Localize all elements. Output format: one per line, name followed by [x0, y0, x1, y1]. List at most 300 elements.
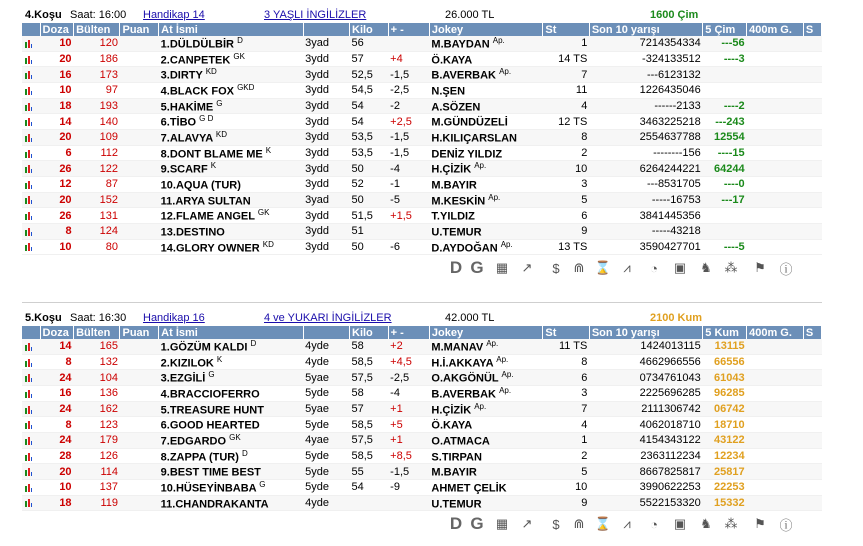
hourglass-icon[interactable]: ⌛: [594, 260, 612, 276]
start-value: 3: [543, 176, 589, 192]
table-row[interactable]: [22, 129, 822, 145]
col-puan[interactable]: Puan: [120, 23, 159, 36]
jokey-cell[interactable]: [429, 208, 542, 224]
jokey-name[interactable]: O.AKGÖNÜL: [431, 372, 499, 385]
flag-icon[interactable]: ⚑: [754, 260, 766, 276]
row-chart-cell[interactable]: [22, 82, 40, 98]
col-jokey[interactable]: Jokey: [429, 23, 542, 36]
bulten-value: 112: [74, 145, 120, 161]
col-chart[interactable]: [22, 23, 40, 36]
col-son10[interactable]: Son 10 yarışı: [589, 23, 702, 36]
puan-value: [120, 354, 159, 370]
row-chart-cell[interactable]: [22, 401, 40, 417]
horse-name-cell[interactable]: [159, 448, 303, 464]
jokey-name[interactable]: U.TEMUR: [431, 226, 482, 239]
start-value: 10: [543, 161, 589, 177]
toolbar-g-button[interactable]: G: [470, 514, 484, 534]
table-row[interactable]: [22, 114, 822, 130]
jokey-cell[interactable]: [429, 401, 542, 417]
table-row[interactable]: [22, 36, 822, 51]
jokey-cell[interactable]: [429, 192, 542, 208]
last10-value: 3590427701: [589, 239, 702, 255]
col-kilo[interactable]: Kilo: [350, 23, 389, 36]
jokey-name[interactable]: M.KESKİN: [431, 195, 486, 208]
bulten-value: 87: [74, 176, 120, 192]
row-chart-cell[interactable]: [22, 98, 40, 114]
jokey-name[interactable]: N.ŞEN: [431, 85, 466, 98]
bulten-value: 140: [74, 114, 120, 130]
mini-chart-icon[interactable]: [24, 195, 33, 204]
horse-name[interactable]: 8.ZAPPA (TUR): [160, 451, 239, 464]
col-s[interactable]: S: [803, 23, 821, 36]
plus-minus-value: +2,5: [388, 114, 429, 130]
horse-name[interactable]: 9.BEST TIME BEST: [160, 466, 261, 479]
table-row[interactable]: [22, 479, 822, 495]
400m-value: [747, 448, 804, 464]
col-age[interactable]: [303, 326, 349, 339]
row-chart-cell[interactable]: [22, 161, 40, 177]
row-chart-cell[interactable]: [22, 67, 40, 83]
kilo-value: [350, 495, 389, 511]
horse-name-cell[interactable]: [159, 495, 303, 511]
horse-name-cell[interactable]: [159, 114, 303, 130]
jokey-name[interactable]: M.BAYIR: [431, 179, 477, 192]
flag-icon[interactable]: ⚑: [754, 516, 766, 532]
start-value: 3: [543, 385, 589, 401]
col-best[interactable]: 5 Kum: [703, 326, 747, 339]
400m-value: [747, 401, 804, 417]
last10-value: 2554637788: [589, 129, 702, 145]
mini-chart-icon[interactable]: [24, 86, 33, 95]
puan-value: [120, 114, 159, 130]
col-at-ismi[interactable]: At İsmi: [159, 23, 303, 36]
s-value: [803, 192, 821, 208]
table-header-row: [22, 326, 822, 339]
mini-chart-icon[interactable]: [24, 227, 33, 236]
start-value: 4: [543, 417, 589, 433]
jokey-cell[interactable]: [429, 354, 542, 370]
line-chart-icon[interactable]: ⩘: [623, 260, 631, 276]
col-st[interactable]: St: [543, 326, 589, 339]
col-age[interactable]: [303, 23, 349, 36]
mini-chart-icon[interactable]: [24, 436, 33, 445]
jokey-name[interactable]: B.AVERBAK: [431, 69, 496, 82]
prize-amount: 26.000 TL: [445, 9, 495, 21]
mini-chart-icon[interactable]: [24, 483, 33, 492]
400m-value: [747, 354, 804, 370]
mini-chart-icon[interactable]: [24, 498, 33, 507]
plus-minus-value: -1,5: [388, 145, 429, 161]
dozaj-value: 14: [40, 114, 74, 130]
horse-name[interactable]: 3.DIRTY: [160, 69, 203, 82]
jokey-cell[interactable]: [429, 417, 542, 433]
row-chart-cell[interactable]: [22, 129, 40, 145]
horse-name-cell[interactable]: [159, 370, 303, 386]
horse-name-cell[interactable]: [159, 192, 303, 208]
horse-name-cell[interactable]: [159, 479, 303, 495]
horse-name-cell[interactable]: [159, 51, 303, 67]
horse-name-cell[interactable]: [159, 385, 303, 401]
horse-name[interactable]: 9.SCARF: [160, 163, 208, 176]
horse-name[interactable]: 4.BRACCIOFERRO: [160, 388, 260, 401]
col-puan[interactable]: Puan: [120, 326, 159, 339]
jokey-cell[interactable]: [429, 129, 542, 145]
row-chart-cell[interactable]: [22, 370, 40, 386]
col-at-ismi[interactable]: At İsmi: [159, 326, 303, 339]
table-row[interactable]: [22, 145, 822, 161]
col-plus-minus[interactable]: + -: [388, 23, 429, 36]
mini-chart-icon[interactable]: [24, 373, 33, 382]
mini-chart-icon[interactable]: [24, 117, 33, 126]
table-row[interactable]: [22, 176, 822, 192]
last10-value: 3463225218: [589, 114, 702, 130]
table-row[interactable]: [22, 223, 822, 239]
jokey-cell[interactable]: [429, 82, 542, 98]
handicap-link[interactable]: Handikap 16: [143, 312, 205, 324]
horse-name-cell[interactable]: [159, 401, 303, 417]
400m-value: [747, 82, 804, 98]
horse-name[interactable]: 5.TREASURE HUNT: [160, 404, 264, 417]
table-row[interactable]: [22, 98, 822, 114]
horse-head-icon[interactable]: ♞: [700, 516, 712, 532]
horse-name-cell[interactable]: [159, 417, 303, 433]
mini-chart-icon[interactable]: [24, 405, 33, 414]
mini-chart-icon[interactable]: [24, 358, 33, 367]
jokey-cell[interactable]: [429, 176, 542, 192]
row-chart-cell[interactable]: [22, 239, 40, 255]
row-chart-cell[interactable]: [22, 223, 40, 239]
horse-name[interactable]: 2.KIZILOK: [160, 357, 214, 370]
mini-chart-icon[interactable]: [24, 420, 33, 429]
row-chart-cell[interactable]: [22, 176, 40, 192]
horse-name[interactable]: 6.TİBO: [160, 116, 197, 129]
stopwatch-icon[interactable]: ◔: [650, 260, 658, 276]
plus-minus-value: -2: [388, 98, 429, 114]
jokey-cell[interactable]: [429, 67, 542, 83]
puan-value: [120, 370, 159, 386]
hourglass-icon[interactable]: ⌛: [594, 516, 612, 532]
horse-name[interactable]: 10.AQUA (TUR): [160, 179, 241, 192]
col-dozaj[interactable]: Doza: [40, 23, 74, 36]
s-value: [803, 176, 821, 192]
row-chart-cell[interactable]: [22, 385, 40, 401]
col-dozaj[interactable]: Doza: [40, 326, 74, 339]
col-jokey[interactable]: Jokey: [429, 326, 542, 339]
jokey-cell[interactable]: [429, 448, 542, 464]
horse-name[interactable]: 14.GLORY OWNER: [160, 242, 260, 255]
horseshoe-icon[interactable]: ⋒: [573, 260, 585, 276]
col-chart[interactable]: [22, 326, 40, 339]
info-icon[interactable]: ⓘ: [779, 517, 793, 533]
start-value: 1: [543, 36, 589, 51]
horse-name-cell[interactable]: [159, 36, 303, 51]
row-chart-cell[interactable]: [22, 417, 40, 433]
jokey-name[interactable]: AHMET ÇELİK: [431, 482, 507, 495]
horse-name[interactable]: 11.ARYA SULTAN: [160, 195, 251, 208]
horse-name[interactable]: 2.CANPETEK: [160, 54, 231, 67]
mini-chart-icon[interactable]: [24, 102, 33, 111]
jokey-name[interactable]: Ö.KAYA: [431, 419, 473, 432]
400m-value: [747, 67, 804, 83]
group-link[interactable]: 3 YAŞLI İNGİLİZLER: [264, 9, 367, 21]
horse-name-cell[interactable]: [159, 98, 303, 114]
horse-name-cell[interactable]: [159, 239, 303, 255]
table-row[interactable]: [22, 192, 822, 208]
row-chart-cell[interactable]: [22, 464, 40, 480]
plus-minus-value: -2,5: [388, 370, 429, 386]
col-st[interactable]: St: [543, 23, 589, 36]
calculator2-icon[interactable]: ▣: [673, 260, 687, 276]
horse-equipment: KD: [205, 67, 217, 77]
handicap-link[interactable]: Handikap 14: [143, 9, 205, 21]
mini-chart-icon[interactable]: [24, 149, 33, 158]
age-value: 3yad: [303, 36, 349, 51]
plus-minus-value: [388, 36, 429, 51]
jokey-cell[interactable]: [429, 114, 542, 130]
jokey-name[interactable]: M.MANAV: [431, 341, 484, 354]
start-value: 8: [543, 129, 589, 145]
horse-head-icon[interactable]: ♞: [700, 260, 712, 276]
bulten-value: 120: [74, 36, 120, 51]
col-best[interactable]: 5 Çim: [703, 23, 747, 36]
horse-name-cell[interactable]: [159, 67, 303, 83]
jokey-cell[interactable]: [429, 479, 542, 495]
start-value: 11: [543, 82, 589, 98]
horse-table: [22, 326, 822, 511]
info-icon[interactable]: ⓘ: [779, 261, 793, 277]
col-400m[interactable]: 400m G.: [747, 326, 804, 339]
jokey-cell[interactable]: [429, 223, 542, 239]
table-row[interactable]: [22, 417, 822, 433]
bulten-value: 165: [74, 339, 120, 354]
col-plus-minus[interactable]: + -: [388, 326, 429, 339]
plus-minus-value: +5: [388, 417, 429, 433]
mini-chart-icon[interactable]: [24, 180, 33, 189]
jokey-cell[interactable]: [429, 51, 542, 67]
best-value: 22253: [703, 479, 747, 495]
horse-name[interactable]: 6.GOOD HEARTED: [160, 419, 260, 432]
400m-value: [747, 51, 804, 67]
jokey-name[interactable]: H.ÇİZİK: [431, 404, 472, 417]
puan-value: [120, 67, 159, 83]
row-chart-cell[interactable]: [22, 432, 40, 448]
calculator2-icon[interactable]: ▣: [673, 516, 687, 532]
jokey-cell[interactable]: [429, 161, 542, 177]
crowd-icon[interactable]: ⁂: [724, 516, 738, 532]
line-chart-icon[interactable]: ⩘: [623, 516, 631, 532]
col-400m[interactable]: 400m G.: [747, 23, 804, 36]
mini-chart-icon[interactable]: [24, 389, 33, 398]
mini-chart-icon[interactable]: [24, 133, 33, 142]
jokey-name[interactable]: M.BAYIR: [431, 466, 477, 479]
row-chart-cell[interactable]: [22, 51, 40, 67]
mini-chart-icon[interactable]: [24, 70, 33, 79]
jokey-cell[interactable]: [429, 385, 542, 401]
bulten-value: 123: [74, 417, 120, 433]
horse-equipment: D: [241, 448, 248, 458]
dozaj-value: 26: [40, 161, 74, 177]
puan-value: [120, 432, 159, 448]
table-row[interactable]: [22, 67, 822, 83]
jokey-name[interactable]: O.ATMACA: [431, 435, 490, 448]
bulten-value: 124: [74, 223, 120, 239]
jokey-name[interactable]: DENİZ YILDIZ: [431, 148, 503, 161]
table-row[interactable]: [22, 339, 822, 354]
jokey-name[interactable]: Ö.KAYA: [431, 54, 473, 67]
jokey-name[interactable]: M.GÜNDÜZELİ: [431, 116, 508, 129]
horse-name[interactable]: 1.GÖZÜM KALDI: [160, 341, 248, 354]
row-chart-cell[interactable]: [22, 145, 40, 161]
table-row[interactable]: [22, 448, 822, 464]
last10-value: 1226435046: [589, 82, 702, 98]
horse-name-cell[interactable]: [159, 464, 303, 480]
plus-minus-value: +1: [388, 432, 429, 448]
toolbar-d-button[interactable]: D: [449, 258, 463, 278]
mini-chart-icon[interactable]: [24, 342, 33, 351]
table-row[interactable]: [22, 161, 822, 177]
jokey-cell[interactable]: [429, 36, 542, 51]
horse-name-cell[interactable]: [159, 82, 303, 98]
best-value: ---56: [703, 36, 747, 51]
stopwatch-icon[interactable]: ◔: [650, 516, 658, 532]
horse-name[interactable]: 4.BLACK FOX: [160, 85, 234, 98]
col-son10[interactable]: Son 10 yarışı: [589, 326, 702, 339]
jokey-name[interactable]: A.SÖZEN: [431, 101, 481, 114]
mini-chart-icon[interactable]: [24, 452, 33, 461]
row-chart-cell[interactable]: [22, 479, 40, 495]
jokey-cell[interactable]: [429, 370, 542, 386]
horse-name[interactable]: 8.DONT BLAME ME: [160, 148, 263, 161]
mini-chart-icon[interactable]: [24, 39, 33, 48]
row-chart-cell[interactable]: [22, 354, 40, 370]
mini-chart-icon[interactable]: [24, 467, 33, 476]
horse-name-cell[interactable]: [159, 161, 303, 177]
jokey-name[interactable]: U.TEMUR: [431, 498, 482, 511]
table-row[interactable]: [22, 495, 822, 511]
horse-name[interactable]: 11.CHANDRAKANTA: [160, 498, 269, 511]
horse-name[interactable]: 7.EDGARDO: [160, 435, 227, 448]
row-chart-cell[interactable]: [22, 192, 40, 208]
toolbar-g-button[interactable]: G: [470, 258, 484, 278]
jokey-name[interactable]: T.YILDIZ: [431, 210, 475, 223]
jokey-name[interactable]: H.İ.AKKAYA: [431, 357, 494, 370]
start-value: 6: [543, 370, 589, 386]
col-bulten[interactable]: Bülten: [74, 326, 120, 339]
best-value: 12554: [703, 129, 747, 145]
horse-name-cell[interactable]: [159, 145, 303, 161]
start-value: 11 TS: [543, 339, 589, 354]
dollar-icon[interactable]: $: [552, 516, 560, 532]
horse-name[interactable]: 7.ALAVYA: [160, 132, 213, 145]
horse-name[interactable]: 5.HAKİME: [160, 101, 214, 114]
col-kilo[interactable]: Kilo: [350, 326, 389, 339]
horse-name-cell[interactable]: [159, 129, 303, 145]
horse-name-cell[interactable]: [159, 432, 303, 448]
horse-equipment: GK: [229, 432, 241, 442]
jokey-cell[interactable]: [429, 495, 542, 511]
jokey-name[interactable]: S.TIRPAN: [431, 451, 482, 464]
mini-chart-icon[interactable]: [24, 55, 33, 64]
horse-name[interactable]: 3.EZGİLİ: [160, 372, 206, 385]
plus-minus-value: +2: [388, 339, 429, 354]
jokey-name[interactable]: D.AYDOĞAN: [431, 242, 498, 255]
table-row[interactable]: [22, 208, 822, 224]
jokey-name[interactable]: B.AVERBAK: [431, 388, 496, 401]
horse-name-cell[interactable]: [159, 176, 303, 192]
jokey-cell[interactable]: [429, 145, 542, 161]
table-row[interactable]: [22, 354, 822, 370]
bulten-value: 122: [74, 161, 120, 177]
400m-value: [747, 495, 804, 511]
last10-value: 6264244221: [589, 161, 702, 177]
chart-up-icon[interactable]: ↗: [521, 260, 533, 276]
table-row[interactable]: [22, 464, 822, 480]
group-link[interactable]: 4 ve YUKARI İNGİLİZLER: [264, 312, 392, 324]
jokey-name[interactable]: M.BAYDAN: [431, 38, 490, 51]
table-row[interactable]: [22, 385, 822, 401]
horseshoe-icon[interactable]: ⋒: [573, 516, 585, 532]
chart-up-icon[interactable]: ↗: [521, 516, 533, 532]
mini-chart-icon[interactable]: [24, 164, 33, 173]
col-s[interactable]: S: [803, 326, 821, 339]
row-chart-cell[interactable]: [22, 114, 40, 130]
toolbar-d-button[interactable]: D: [449, 514, 463, 534]
table-row[interactable]: [22, 82, 822, 98]
calculator-icon[interactable]: ▦: [495, 260, 509, 276]
horse-name[interactable]: 1.DÜLDÜLBİR: [160, 38, 234, 51]
col-bulten[interactable]: Bülten: [74, 23, 120, 36]
row-chart-cell[interactable]: [22, 36, 40, 51]
table-row[interactable]: [22, 401, 822, 417]
horse-name-cell[interactable]: [159, 208, 303, 224]
table-row[interactable]: [22, 432, 822, 448]
table-row[interactable]: [22, 51, 822, 67]
table-row[interactable]: [22, 239, 822, 255]
jokey-name[interactable]: H.ÇİZİK: [431, 163, 472, 176]
mini-chart-icon[interactable]: [24, 242, 33, 251]
table-row[interactable]: [22, 370, 822, 386]
horse-name[interactable]: 12.FLAME ANGEL: [160, 210, 255, 223]
jokey-cell[interactable]: [429, 464, 542, 480]
horse-name-cell[interactable]: [159, 223, 303, 239]
horse-name-cell[interactable]: [159, 354, 303, 370]
s-value: [803, 129, 821, 145]
horse-name[interactable]: 13.DESTINO: [160, 226, 225, 239]
mini-chart-icon[interactable]: [24, 211, 33, 220]
calculator-icon[interactable]: ▦: [495, 516, 509, 532]
jokey-cell[interactable]: [429, 98, 542, 114]
plus-minus-value: -4: [388, 385, 429, 401]
jokey-cell[interactable]: [429, 239, 542, 255]
jokey-cell[interactable]: [429, 432, 542, 448]
row-chart-cell[interactable]: [22, 208, 40, 224]
row-chart-cell[interactable]: [22, 495, 40, 511]
jokey-cell[interactable]: [429, 339, 542, 354]
jokey-name[interactable]: H.KILIÇARSLAN: [431, 132, 517, 145]
horse-name[interactable]: 10.HÜSEYİNBABA: [160, 482, 257, 495]
400m-value: [747, 36, 804, 51]
crowd-icon[interactable]: ⁂: [724, 260, 738, 276]
puan-value: [120, 161, 159, 177]
dozaj-value: 24: [40, 370, 74, 386]
dollar-icon[interactable]: $: [552, 260, 560, 276]
horse-name-cell[interactable]: [159, 339, 303, 354]
400m-value: [747, 192, 804, 208]
row-chart-cell[interactable]: [22, 448, 40, 464]
row-chart-cell[interactable]: [22, 339, 40, 354]
kilo-value: 51,5: [350, 208, 389, 224]
dozaj-value: 20: [40, 51, 74, 67]
